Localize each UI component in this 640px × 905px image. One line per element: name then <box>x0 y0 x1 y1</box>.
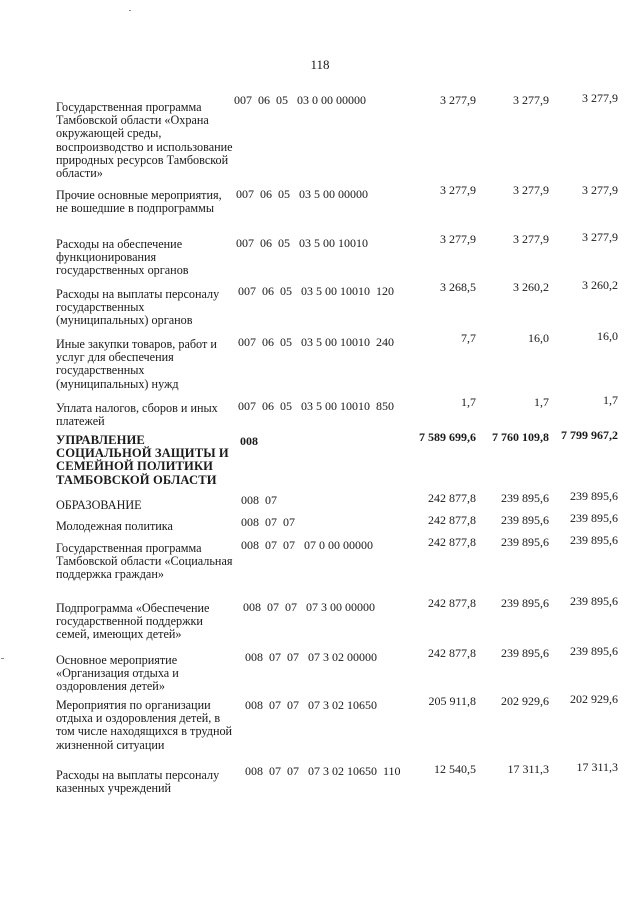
row-code: 008 07 07 07 3 02 00000 <box>245 650 377 664</box>
row-name: Прочие основные мероприятия, не вошедшие в подпрограммы <box>56 188 222 216</box>
value-col-2: 16,0 <box>528 331 549 345</box>
value-col-3: 17 311,3 <box>576 760 618 774</box>
row-code: 007 06 05 03 5 00 10010 240 <box>238 335 394 349</box>
row-code: 008 07 07 <box>241 515 295 529</box>
scan-speck <box>129 10 131 11</box>
value-col-2: 3 277,9 <box>513 183 549 197</box>
value-col-2: 239 895,6 <box>501 513 549 527</box>
value-col-1: 1,7 <box>461 395 476 409</box>
value-col-1: 7 589 699,6 <box>419 430 476 444</box>
department-name: УПРАВЛЕНИЕ СОЦИАЛЬНОЙ ЗАЩИТЫ И СЕМЕЙНОЙ ПОЛИТИКИ ТАМБОВСКОЙ ОБЛАСТИ <box>56 433 229 487</box>
row-code: 007 06 05 03 5 00 10010 850 <box>238 399 394 413</box>
row-name: Подпрограмма «Обеспечение государственной поддержки семей, имеющих детей» <box>56 601 210 642</box>
value-col-3: 239 895,6 <box>570 511 618 525</box>
value-col-2: 3 277,9 <box>513 93 549 107</box>
value-col-2: 239 895,6 <box>501 535 549 549</box>
value-col-3: 7 799 967,2 <box>561 428 618 442</box>
value-col-3: 3 260,2 <box>582 278 618 292</box>
value-col-3: 239 895,6 <box>570 644 618 658</box>
value-col-2: 3 260,2 <box>513 280 549 294</box>
value-col-2: 3 277,9 <box>513 232 549 246</box>
row-code: 008 07 07 07 3 02 10650 110 <box>245 764 401 778</box>
value-col-2: 202 929,6 <box>501 694 549 708</box>
row-code: 007 06 05 03 5 00 10010 <box>236 236 368 250</box>
department-code: 008 <box>240 434 258 448</box>
row-code: 008 07 07 07 3 00 00000 <box>243 600 375 614</box>
value-col-3: 239 895,6 <box>570 489 618 503</box>
row-name: Государственная программа Тамбовской области «Социальная поддержка граждан» <box>56 541 233 582</box>
value-col-3: 239 895,6 <box>570 594 618 608</box>
value-col-2: 239 895,6 <box>501 491 549 505</box>
page-number: 118 <box>310 57 330 72</box>
row-code: 007 06 05 03 5 00 10010 120 <box>238 284 394 298</box>
row-name: Мероприятия по организации отдыха и оздоровления детей, в том числе находящихся в трудной жизненной ситуации <box>56 698 233 752</box>
value-col-2: 17 311,3 <box>507 762 549 776</box>
row-code: 008 07 07 07 3 02 10650 <box>245 698 377 712</box>
value-col-1: 242 877,8 <box>428 596 476 610</box>
value-col-3: 239 895,6 <box>570 533 618 547</box>
value-col-2: 239 895,6 <box>501 646 549 660</box>
value-col-1: 3 277,9 <box>440 93 476 107</box>
row-code: 008 07 07 07 0 00 00000 <box>241 538 373 552</box>
row-name: Расходы на обеспечение функционирования государственных органов <box>56 237 189 278</box>
row-name: Основное мероприятие «Организация отдыха и оздоровления детей» <box>56 653 179 694</box>
value-col-3: 3 277,9 <box>582 91 618 105</box>
value-col-1: 7,7 <box>461 331 476 345</box>
value-col-1: 242 877,8 <box>428 491 476 505</box>
row-name: Государственная программа Тамбовской области «Охрана окружающей среды, воспроизводство и использование природных ресурсов Тамбовской области» <box>56 100 233 181</box>
value-col-3: 1,7 <box>603 393 618 407</box>
value-col-2: 239 895,6 <box>501 596 549 610</box>
value-col-1: 242 877,8 <box>428 535 476 549</box>
value-col-1: 3 277,9 <box>440 183 476 197</box>
row-code: 007 06 05 03 0 00 00000 <box>234 93 366 107</box>
value-col-1: 242 877,8 <box>428 646 476 660</box>
row-name: Молодежная политика <box>56 519 173 533</box>
value-col-3: 202 929,6 <box>570 692 618 706</box>
row-code: 008 07 <box>241 493 277 507</box>
row-name: Иные закупки товаров, работ и услуг для обеспечения государственных (муниципальных) нужд <box>56 337 217 391</box>
value-col-2: 1,7 <box>534 395 549 409</box>
scan-speck <box>1 658 4 659</box>
row-name: Расходы на выплаты персоналу государственных (муниципальных) органов <box>56 287 220 328</box>
value-col-1: 3 277,9 <box>440 232 476 246</box>
value-col-1: 3 268,5 <box>440 280 476 294</box>
value-col-3: 3 277,9 <box>582 230 618 244</box>
row-name: Уплата налогов, сборов и иных платежей <box>56 401 218 429</box>
value-col-3: 16,0 <box>597 329 618 343</box>
row-name: ОБРАЗОВАНИЕ <box>56 498 142 512</box>
value-col-1: 12 540,5 <box>434 762 476 776</box>
row-name: Расходы на выплаты персоналу казенных учреждений <box>56 768 220 796</box>
value-col-1: 242 877,8 <box>428 513 476 527</box>
value-col-3: 3 277,9 <box>582 183 618 197</box>
row-code: 007 06 05 03 5 00 00000 <box>236 187 368 201</box>
value-col-1: 205 911,8 <box>428 694 476 708</box>
value-col-2: 7 760 109,8 <box>492 430 549 444</box>
